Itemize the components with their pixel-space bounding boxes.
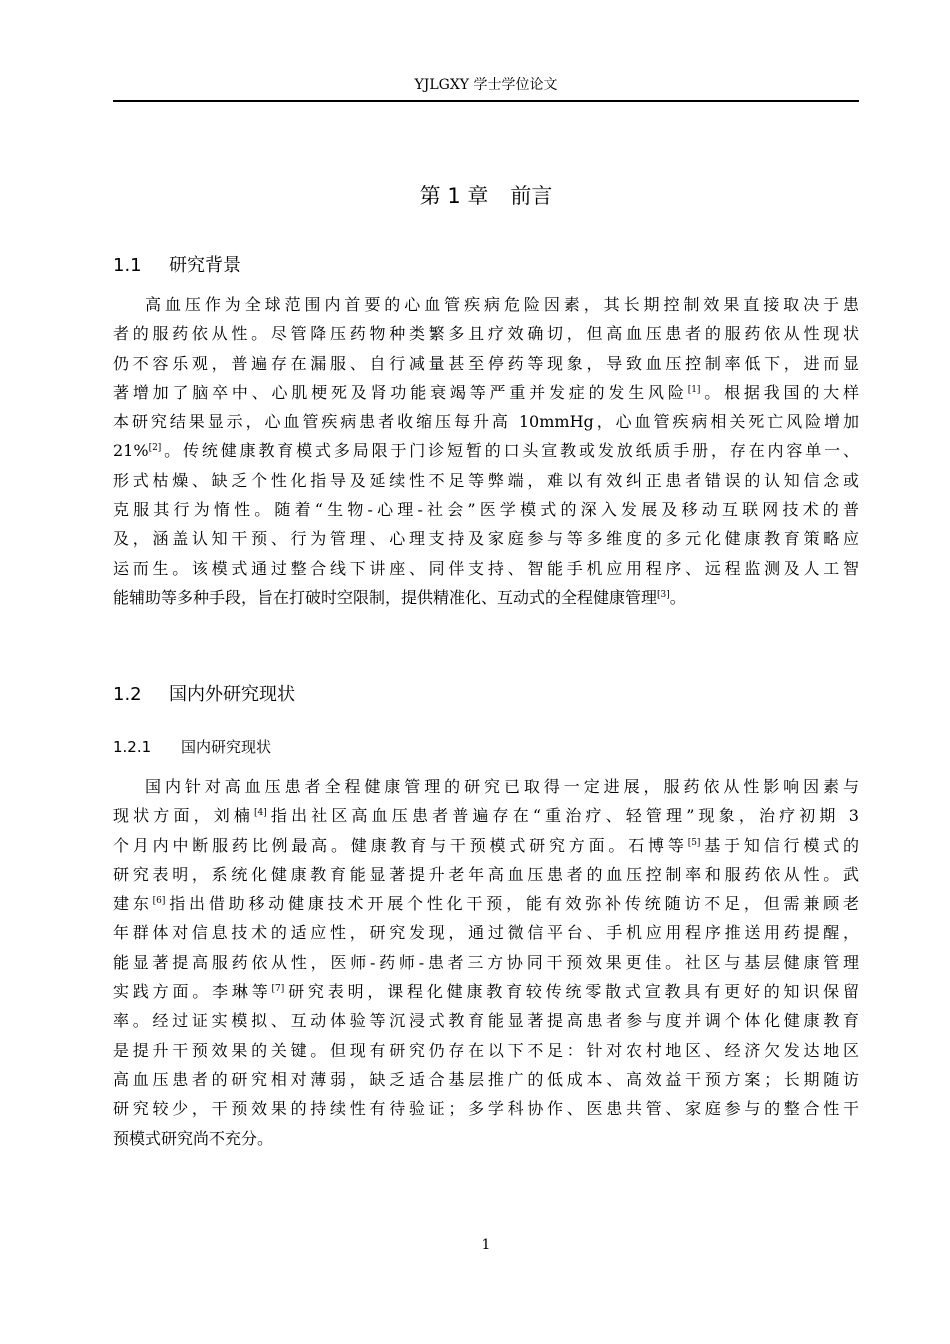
section-heading-1-1	[113, 253, 241, 279]
text-run: 。	[669, 587, 686, 607]
text-line: 研究较少，干预效果的持续性有待验证；多学科协作、医患共管、家庭参与的整合性干	[113, 1099, 859, 1119]
citation: [7]	[271, 984, 285, 995]
text-run: 。根据我国的大样	[700, 382, 859, 402]
text-line	[113, 801, 859, 830]
text-line	[113, 583, 859, 612]
text-run: 指出借助移动健康技术开展个性化干预，能有效弥补传统随访不足，但需兼顾老	[165, 894, 859, 914]
paragraph-domestic-research	[113, 772, 859, 1153]
subsection-heading-1-2-1	[113, 736, 271, 758]
text-run: 21%	[113, 441, 149, 461]
text-line: 预模式研究尚不充分。	[113, 1128, 274, 1148]
section-title: 国内外研究现状	[169, 684, 295, 705]
text-line	[113, 831, 859, 860]
text-line: 率。经过证实模拟、互动体验等沉浸式教育能显著提高患者参与度并调个体化健康教育	[113, 1011, 859, 1031]
citation: [1]	[687, 384, 701, 395]
text-line: 及，涵盖认知干预、行为管理、心理支持及家庭参与等多维度的多元化健康教育策略应	[113, 529, 859, 549]
text-line: 形式枯燥、缺乏个性化指导及延续性不足等弊端，难以有效纠正患者错误的认知信念或	[113, 470, 859, 490]
text-line: 国内针对高血压患者全程健康管理的研究已取得一定进展，服药依从性影响因素与	[145, 777, 859, 796]
text-line: 者的服药依从性。尽管降压药物种类繁多且疗效确切，但高血压患者的服药依从性现状	[113, 324, 859, 344]
citation: [2]	[148, 443, 162, 454]
text-line: 运而生。该模式通过整合线下讲座、同伴支持、智能手机应用程序、远程监测及人工智	[113, 558, 859, 578]
subsection-number: 1.2.1	[113, 738, 152, 756]
text-run: 实践方面。李琳等	[113, 982, 272, 1002]
page-number: 1	[481, 1237, 491, 1253]
text-line	[113, 889, 859, 918]
chapter-title	[113, 181, 859, 211]
chapter-number: 第 1 章	[419, 184, 489, 208]
text-run: 现状方面，刘楠	[113, 806, 255, 826]
text-line: 克服其行为惰性。随着“生物-心理-社会”医学模式的深入发展及移动互联网技术的普	[113, 500, 859, 520]
text-line	[113, 977, 859, 1006]
text-run: 个月内中断服药比例最高。健康教育与干预模式研究方面。石博等	[113, 835, 688, 855]
chapter-name: 前言	[510, 184, 553, 208]
text-run: 著增加了脑卒中、心肌梗死及肾功能衰竭等严重并发症的发生风险	[113, 382, 688, 402]
text-line: 是提升干预效果的关键。但现有研究仍存在以下不足：针对农村地区、经济欠发达地区	[113, 1040, 859, 1060]
text-run: 研究表明，课程化健康教育较传统零散式宣教具有更好的知识保留	[284, 982, 859, 1002]
text-run: 能辅助等多种手段，旨在打破时空限制，提供精准化、互动式的全程健康管理	[113, 587, 658, 607]
subsection-title: 国内研究现状	[181, 738, 272, 756]
text-line: 能显著提高服药依从性，医师-药师-患者三方协同干预效果更佳。社区与基层健康管理	[113, 952, 859, 972]
section-heading-1-2	[113, 682, 295, 708]
text-run: 建东	[113, 894, 153, 914]
text-line	[113, 436, 859, 465]
text-line: 高血压患者的研究相对薄弱，缺乏适合基层推广的低成本、高效益干预方案；长期随访	[113, 1069, 859, 1089]
text-line: 高血压作为全球范围内首要的心血管疾病危险因素，其长期控制效果直接取决于患	[145, 295, 859, 314]
citation: [4]	[254, 808, 267, 819]
text-run: 基于知信行模式的	[700, 835, 859, 855]
citation: [6]	[152, 896, 166, 907]
header-rule	[113, 100, 859, 102]
section-title: 研究背景	[169, 255, 241, 276]
citation: [5]	[687, 837, 701, 848]
paragraph-research-background	[113, 290, 859, 612]
text-line: 研究表明，系统化健康教育能显著提升老年高血压患者的血压控制率和服药依从性。武	[113, 864, 859, 884]
text-line: 年群体对信息技术的适应性，研究发现，通过微信平台、手机应用程序推送用药提醒，	[113, 923, 859, 943]
text-run: 。传统健康教育模式多局限于门诊短暂的口头宣教或发放纸质手册，存在内容单一、	[161, 441, 859, 461]
text-line: 本研究结果显示，心血管疾病患者收缩压每升高 10mmHg，心血管疾病相关死亡风险增加	[113, 412, 859, 432]
text-line: 仍不容乐观，普遍存在漏服、自行减量甚至停药等现象，导致血压控制率低下，进而显	[113, 353, 859, 373]
text-run: 指出社区高血压患者普遍存在“重治疗、轻管理”现象，治疗初期 3	[266, 806, 859, 826]
running-header: YJLGXY 学士学位论文	[414, 77, 558, 93]
citation: [3]	[657, 589, 670, 600]
section-number: 1.1	[113, 255, 142, 276]
text-line	[113, 378, 859, 407]
section-number: 1.2	[113, 684, 142, 705]
